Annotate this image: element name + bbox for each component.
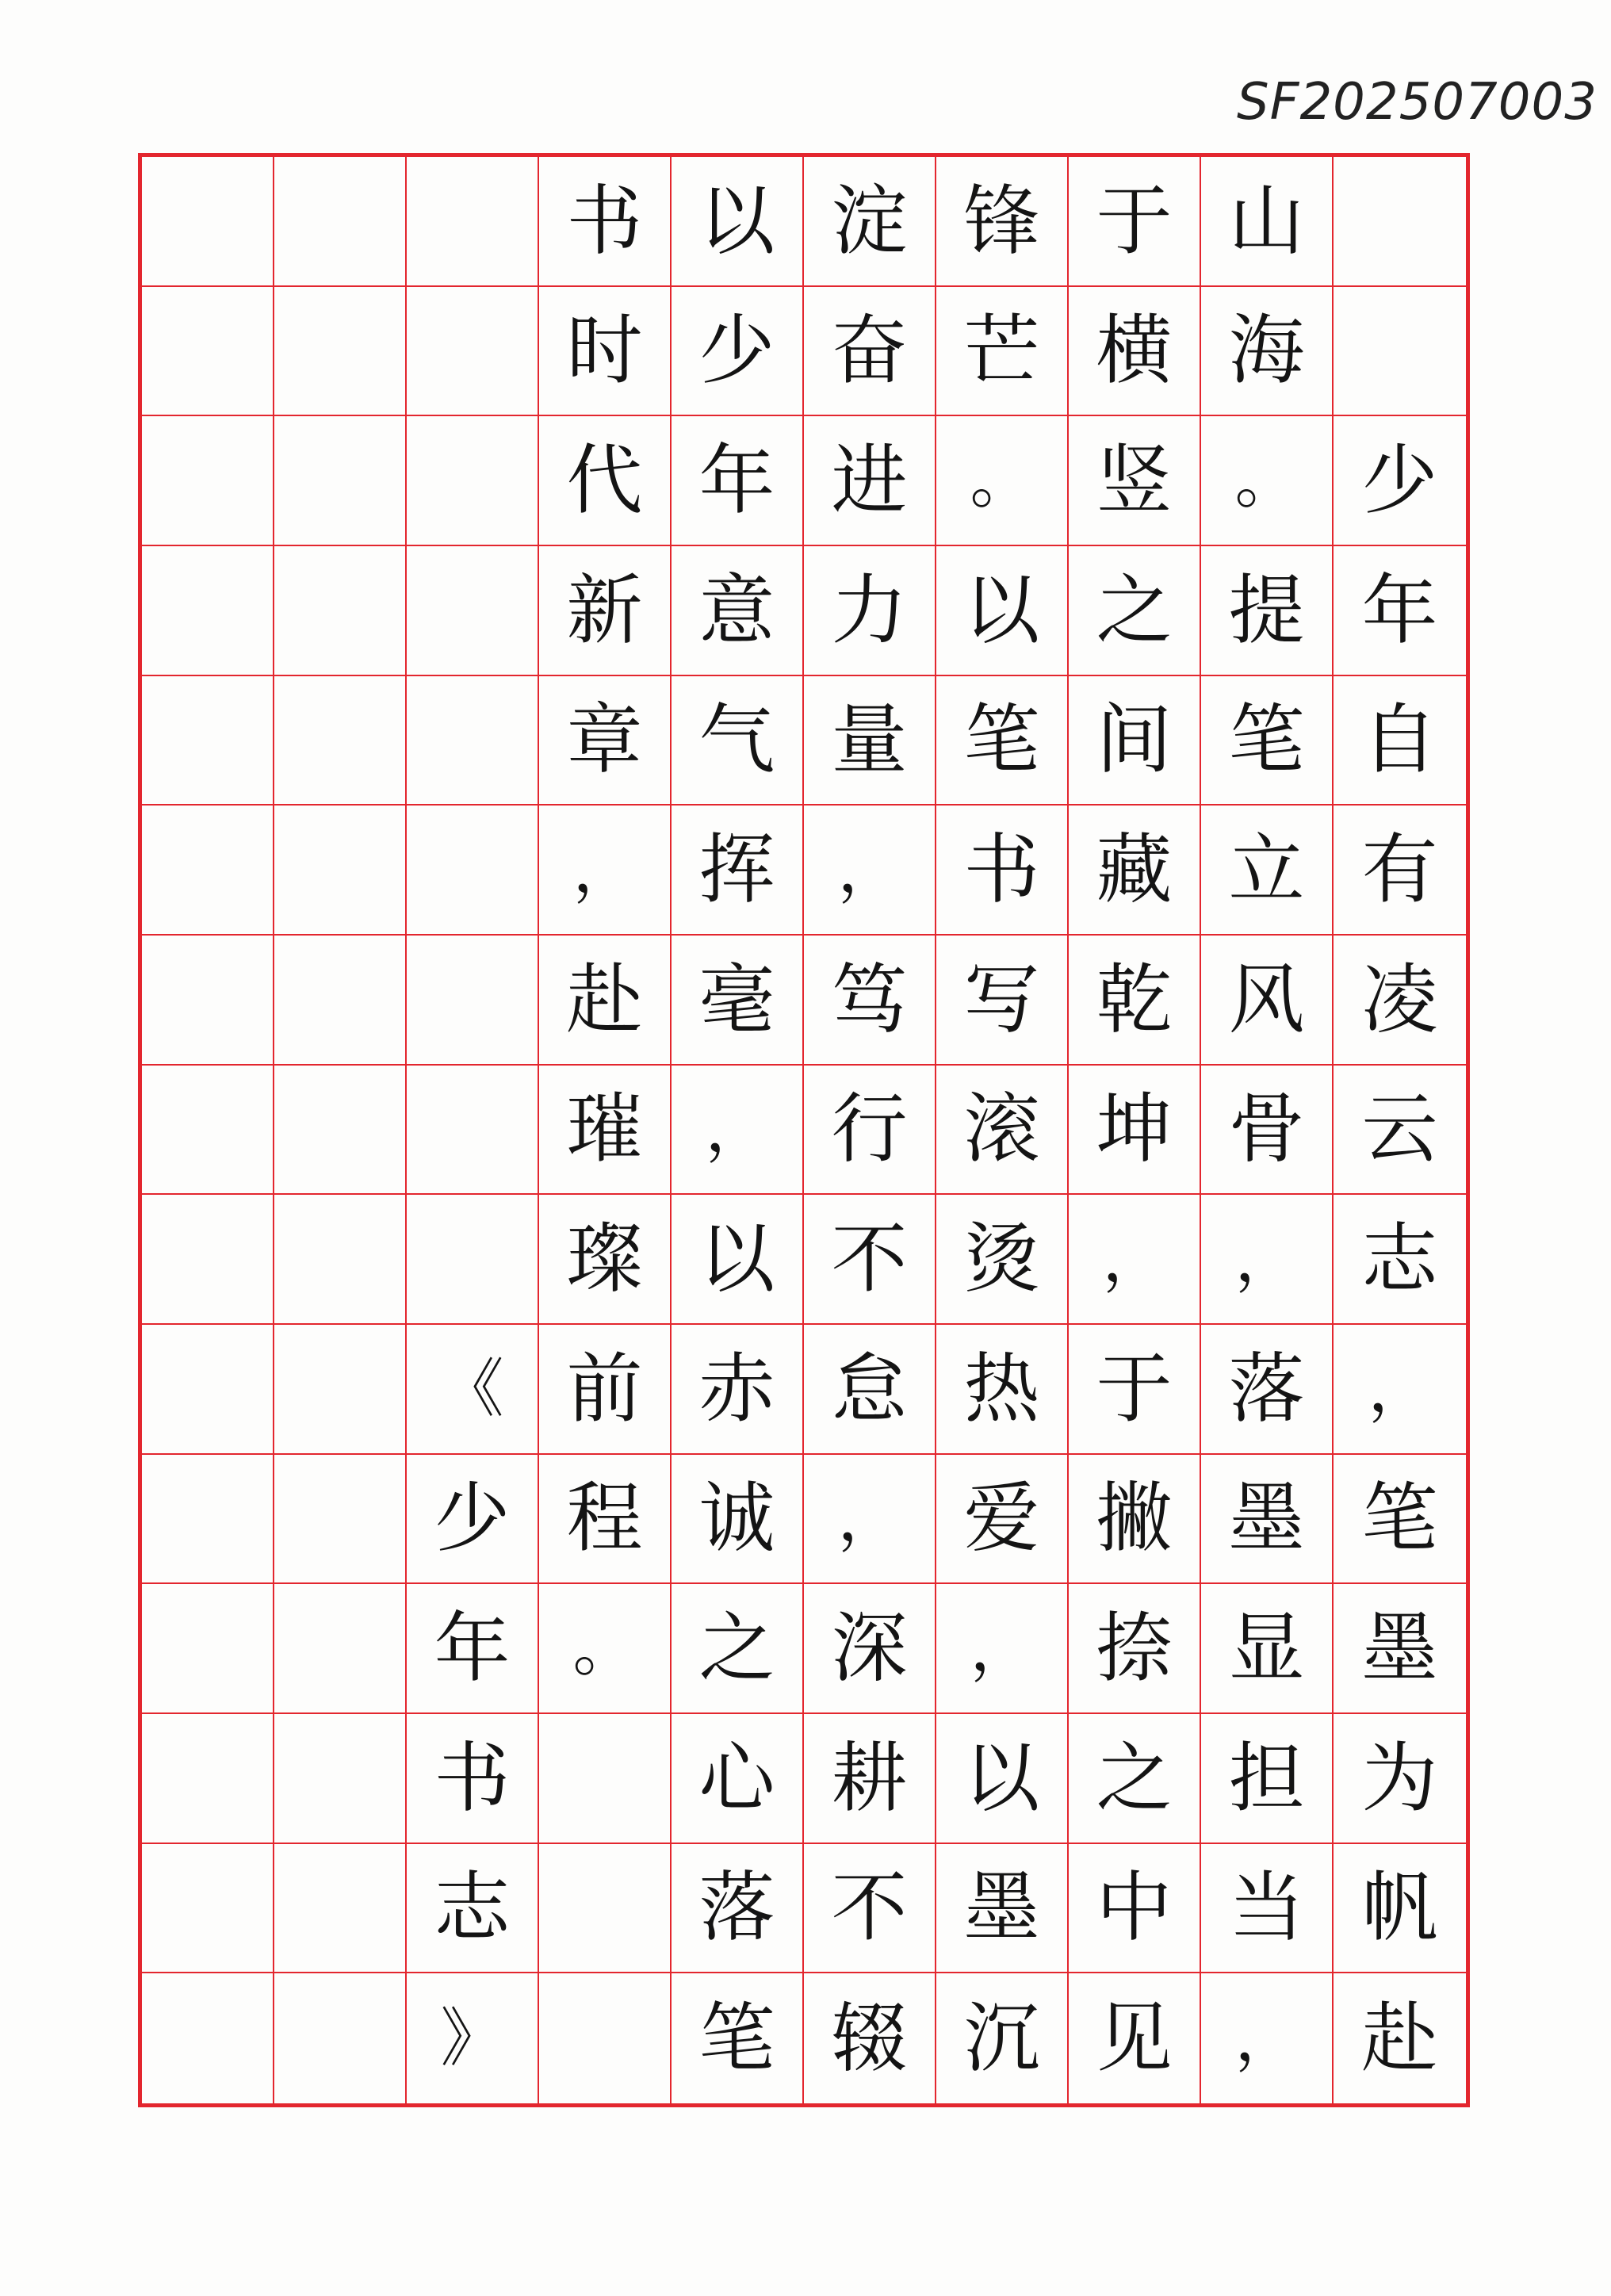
grid-cell: 璀 [539,1066,672,1196]
grid-cell [407,1066,539,1196]
grid-cell: 力 [804,546,936,676]
grid-cell: 不 [804,1195,936,1325]
grid-cell: 气 [672,676,804,806]
grid-cell [274,806,407,936]
grid-cell: 芒 [936,287,1069,417]
grid-cell: 落 [672,1844,804,1974]
grid-cell [142,1973,274,2103]
grid-cell: 章 [539,676,672,806]
grid-cell: ， [1334,1325,1466,1455]
grid-cell: 。 [1201,416,1334,546]
grid-cell: 时 [539,287,672,417]
grid-cell: 笔 [936,676,1069,806]
grid-cell: 骨 [1201,1066,1334,1196]
grid-cell: 笔 [672,1973,804,2103]
grid-cell: 书 [539,157,672,287]
grid-cell [274,1195,407,1325]
grid-cell: 。 [936,416,1069,546]
grid-cell: 程 [539,1455,672,1585]
grid-cell: 坤 [1069,1066,1201,1196]
grid-cell: 担 [1201,1714,1334,1844]
grid-cell [274,1584,407,1714]
grid-cell [274,1455,407,1585]
grid-cell: 赤 [672,1325,804,1455]
grid-cell [142,936,274,1066]
grid-cell: 少 [407,1455,539,1585]
grid-cell [539,1844,672,1974]
grid-cell [407,157,539,287]
grid-cell [1334,157,1466,287]
grid-cell: 凌 [1334,936,1466,1066]
grid-cell: 以 [672,1195,804,1325]
grid-cell [142,287,274,417]
grid-cell [274,287,407,417]
grid-cell: 挥 [672,806,804,936]
grid-cell [142,806,274,936]
grid-cell [142,1195,274,1325]
grid-cell: 深 [804,1584,936,1714]
grid-cell [407,546,539,676]
grid-cell: ， [804,806,936,936]
grid-cell: 显 [1201,1584,1334,1714]
grid-cell: 前 [539,1325,672,1455]
grid-cell: ， [804,1455,936,1585]
grid-cell: 》 [407,1973,539,2103]
grid-cell: 当 [1201,1844,1334,1974]
grid-cell: 滚 [936,1066,1069,1196]
grid-cell [274,157,407,287]
grid-cell: 笃 [804,936,936,1066]
grid-cell: 以 [936,1714,1069,1844]
grid-cell: 撇 [1069,1455,1201,1585]
grid-cell: 帆 [1334,1844,1466,1974]
grid-cell: 为 [1334,1714,1466,1844]
grid-cell: 书 [407,1714,539,1844]
grid-cell [274,676,407,806]
grid-cell: 笔 [1334,1455,1466,1585]
grid-cell: 中 [1069,1844,1201,1974]
grid-cell: 海 [1201,287,1334,417]
grid-cell [407,416,539,546]
grid-cell [274,936,407,1066]
grid-cell: 墨 [936,1844,1069,1974]
grid-cell: 《 [407,1325,539,1455]
grid-cell: ， [539,806,672,936]
grid-cell: 怠 [804,1325,936,1455]
grid-cell: 于 [1069,157,1201,287]
grid-cell: 赴 [1361,1994,1438,2084]
grid-cell: 年 [407,1584,539,1714]
grid-cell [539,1714,672,1844]
grid-cell: 新 [539,546,672,676]
grid-cell: 璨 [539,1195,672,1325]
grid-cell: 乾 [1069,936,1201,1066]
grid-cell [142,1325,274,1455]
grid-cell: 。 [539,1584,672,1714]
grid-cell: ， [672,1066,804,1196]
grid-cell [142,1714,274,1844]
grid-cell [274,1325,407,1455]
grid-cell [142,157,274,287]
grid-cell: 沉 [936,1973,1069,2103]
grid-cell: 烫 [936,1195,1069,1325]
grid-cell [407,676,539,806]
grid-cell: 少 [1334,416,1466,546]
grid-cell: 自 [1334,676,1466,806]
grid-cell [407,936,539,1066]
grid-cell: 不 [804,1844,936,1974]
grid-cell [1334,287,1466,417]
grid-cell: ， [1201,1973,1334,2103]
grid-cell: 之 [1069,1714,1201,1844]
grid-cell: 写 [936,936,1069,1066]
grid-cell: 山 [1201,157,1334,287]
grid-cell [274,1714,407,1844]
grid-cell: 风 [1201,936,1334,1066]
grid-cell: 之 [672,1584,804,1714]
grid-cell: 奋 [804,287,936,417]
grid-cell [274,416,407,546]
grid-cell [142,676,274,806]
grid-cell: 爱 [936,1455,1069,1585]
grid-cell [142,1066,274,1196]
grid-cell: 见 [1069,1973,1201,2103]
grid-cell: 竖 [1069,416,1201,546]
grid-cell: 热 [936,1325,1069,1455]
grid-cell: 少 [672,287,804,417]
grid-cell: ， [1069,1195,1201,1325]
serial-number: SF202507003 [1237,73,1598,132]
grid-cell [274,1844,407,1974]
grid-cell: ， [1201,1195,1334,1325]
grid-cell: 辍 [804,1973,936,2103]
grid-cell [142,416,274,546]
grid-cell: 年 [1334,546,1466,676]
grid-cell: 立 [1201,806,1334,936]
grid-cell: 毫 [672,936,804,1066]
grid-cell: 赴 [539,936,672,1066]
writing-grid [138,153,1470,2107]
grid-cell: 志 [1334,1195,1466,1325]
grid-cell: 志 [407,1844,539,1974]
grid-cell: 量 [804,676,936,806]
grid-cell [407,1195,539,1325]
grid-cell: 有 [1334,806,1466,936]
grid-cell: 提 [1201,546,1334,676]
grid-cell: 代 [539,416,672,546]
grid-cell: 锋 [936,157,1069,287]
grid-cell: 意 [672,546,804,676]
grid-cell [142,546,274,676]
grid-cell [407,806,539,936]
grid-cell: 进 [804,416,936,546]
grid-cell [274,546,407,676]
grid-cell [142,1844,274,1974]
grid-cell [539,1973,672,2103]
grid-cell: 之 [1069,546,1201,676]
grid-cell: 捺 [1069,1584,1201,1714]
grid-cell [407,287,539,417]
grid-cell: 诚 [672,1455,804,1585]
grid-cell [274,1066,407,1196]
grid-cell: 横 [1069,287,1201,417]
grid-cell: 墨 [1334,1584,1466,1714]
grid-cell: 书 [936,806,1069,936]
grid-cell: 笔 [1201,676,1334,806]
grid-cell: 淀 [804,157,936,287]
grid-cell: 间 [1069,676,1201,806]
grid-cell: 耕 [804,1714,936,1844]
grid-cell: 以 [936,546,1069,676]
grid-cell: 落 [1201,1325,1334,1455]
grid-cell: 心 [672,1714,804,1844]
grid-cell [274,1973,407,2103]
grid-cell: 以 [672,157,804,287]
grid-cell: ， [936,1584,1069,1714]
grid-cell: 云 [1334,1066,1466,1196]
grid-cell: 于 [1069,1325,1201,1455]
grid-cell: 墨 [1201,1455,1334,1585]
grid-cell: 年 [672,416,804,546]
grid-cell: 行 [804,1066,936,1196]
grid-cell [142,1584,274,1714]
grid-cell [142,1455,274,1585]
grid-cell: 藏 [1069,806,1201,936]
